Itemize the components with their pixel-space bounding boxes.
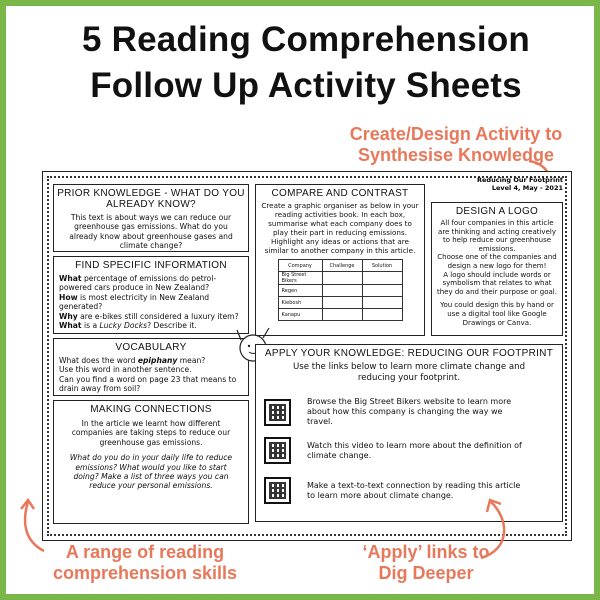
page-title-line-2: Follow Up Activity Sheets xyxy=(90,66,522,105)
question-4-text-a: is a xyxy=(81,321,100,331)
question-1-text: percentage of emissions do petrol-powered cars produce in New Zealand? xyxy=(59,274,217,293)
table-row xyxy=(278,297,402,309)
making-connections-heading: MAKING CONNECTIONS xyxy=(90,404,212,415)
question-4-term: Lucky Docks xyxy=(99,321,148,331)
qr-code-icon[interactable] xyxy=(264,399,291,426)
vocabulary-questions xyxy=(59,356,243,394)
compare-contrast-heading: COMPARE AND CONTRAST xyxy=(271,188,409,199)
table-row xyxy=(278,309,402,321)
design-logo-box xyxy=(431,202,563,336)
question-1 xyxy=(59,274,243,293)
design-logo-heading: DESIGN A LOGO xyxy=(455,206,539,217)
callout-reading-skills xyxy=(20,542,270,584)
design-logo-p2: Choose one of the companies and design a new logo for them! xyxy=(437,253,557,270)
question-4 xyxy=(59,321,243,330)
row-company: Regen xyxy=(278,285,322,297)
vocabulary-heading: VOCABULARY xyxy=(115,342,187,353)
level-label xyxy=(477,176,563,192)
making-connections-text: In the article we learnt how different companies are taking steps to reduce our greenhouse gas emissions. xyxy=(71,419,231,447)
table-row xyxy=(278,272,402,285)
prior-knowledge-heading: PRIOR KNOWLEDGE - WHAT DO YOU ALREADY KNOW? xyxy=(57,188,245,210)
green-frame xyxy=(6,6,594,594)
row-company: Kanapu xyxy=(278,309,322,321)
question-1-keyword: What xyxy=(59,274,82,283)
callout-reading-skills-line-1: A range of reading xyxy=(65,542,225,562)
design-logo-text xyxy=(437,219,557,327)
callout-apply-links xyxy=(306,542,546,584)
find-information-box xyxy=(53,256,249,334)
question-2-keyword: How xyxy=(59,292,78,302)
level-title: Reducing Our Footprint xyxy=(477,176,563,184)
question-3-keyword: Why xyxy=(59,311,78,321)
compare-contrast-box xyxy=(255,184,425,336)
organiser-header-row xyxy=(278,260,402,272)
apply-knowledge-intro: Use the links below to learn more climate change and reducing your footprint. xyxy=(292,362,526,383)
row-company: Kiebosh xyxy=(278,297,322,309)
link-2-text: Watch this video to learn more about the definition of climate change. xyxy=(307,440,522,460)
link-3-text: Make a text-to-text connection by reading this article to learn more about climate change. xyxy=(307,480,521,500)
column-solution: Solution xyxy=(362,260,402,272)
find-information-questions xyxy=(59,274,243,330)
callout-reading-skills-line-2: comprehension skills xyxy=(52,563,238,583)
design-logo-p3: A logo should include words or symbolism that relates to what they do and their purpose or goal. xyxy=(437,270,557,296)
find-information-heading: FIND SPECIFIC INFORMATION xyxy=(75,260,227,271)
vocabulary-box xyxy=(53,338,249,396)
callout-apply-links-line-2: Dig Deeper xyxy=(378,563,474,583)
vocab-line-2: Use this word in another sentence. xyxy=(59,365,192,375)
question-4-text-b: ? Describe it. xyxy=(147,321,197,331)
vocab-word: epiphany xyxy=(137,356,178,365)
column-company: Company xyxy=(278,260,322,272)
vocab-line-1-a: What does the word xyxy=(59,356,138,365)
page-title-line-1: 5 Reading Comprehension xyxy=(82,20,530,59)
question-3 xyxy=(59,312,243,321)
graphic-organiser-table xyxy=(278,259,403,321)
vocab-line-3: Can you find a word on page 23 that means to drain away from soil? xyxy=(59,374,237,394)
link-row-1[interactable] xyxy=(264,397,522,427)
making-connections-box xyxy=(53,400,249,524)
qr-code-icon[interactable] xyxy=(264,437,291,464)
qr-code-icon[interactable] xyxy=(264,477,291,504)
callout-create-design-line-1: Create/Design Activity to xyxy=(349,124,563,144)
link-1-text: Browse the Big Street Bikers website to learn more about how this company is changing the way we travel. xyxy=(307,397,512,426)
callout-apply-links-line-1: ‘Apply’ links to xyxy=(362,542,490,562)
making-connections-prompt: What do you do in your daily life to reduce emissions? What would you like to start doing? Make a list of three ways you can reduce your personal emissions. xyxy=(69,453,233,491)
row-company: Big Street Bikers xyxy=(278,272,322,285)
compare-contrast-text: Create a graphic organiser as below in your reading activities book. In each box, summarise what each company does to play their part in reducing emissions. Highlight any ideas or actions that are similar to another company in this article. xyxy=(261,201,419,255)
question-2 xyxy=(59,293,243,312)
vocab-line-1 xyxy=(59,356,243,365)
prior-knowledge-text: This text is about ways we can reduce our greenhouse gas emissions. What do you already know about greenhouse gases and climate change? xyxy=(69,213,233,251)
vocab-line-1-b: mean? xyxy=(177,356,206,365)
apply-knowledge-heading: APPLY YOUR KNOWLEDGE: REDUCING OUR FOOTPRINT xyxy=(264,348,554,359)
question-2-text: is most electricity in New Zealand generated? xyxy=(59,292,210,312)
callout-create-design-line-2: Synthesise Knowledge xyxy=(357,145,555,165)
worksheet-preview xyxy=(42,171,572,541)
design-logo-p1: All four companies in this article are thinking and acting creatively to help reduce our greenhouse emissions. xyxy=(438,219,556,253)
question-4-keyword: What xyxy=(59,321,82,331)
link-row-2[interactable] xyxy=(264,437,522,464)
column-challenge: Challenge xyxy=(322,260,362,272)
level-date: Level 4, May - 2021 xyxy=(491,184,563,192)
design-logo-p4: You could design this by hand or use a digital tool like Google Drawings or Canva. xyxy=(440,301,554,327)
prior-knowledge-box xyxy=(53,184,249,252)
question-3-text: are e-bikes still considered a luxury item? xyxy=(77,311,239,321)
table-row xyxy=(278,285,402,297)
